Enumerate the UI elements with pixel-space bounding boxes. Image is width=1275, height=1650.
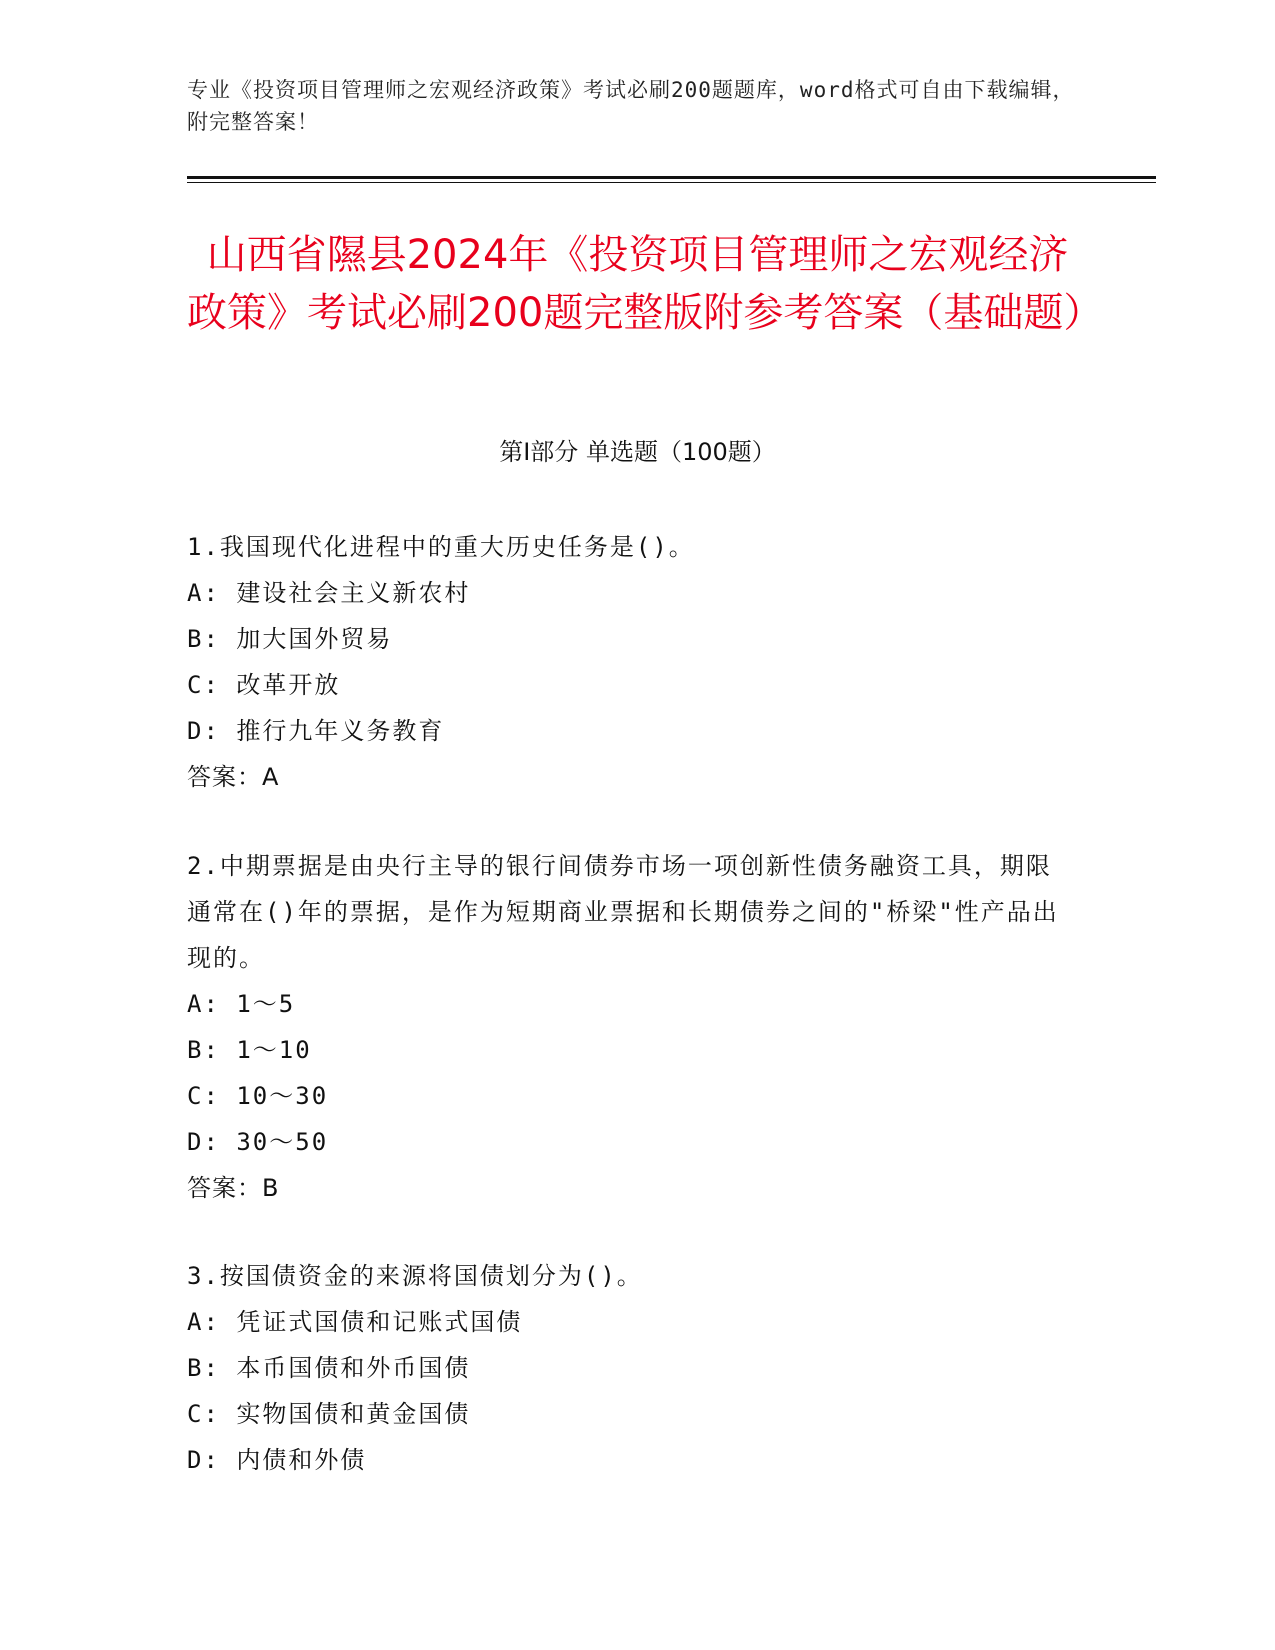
option-a: A: 凭证式国债和记账式国债 [187,1308,523,1336]
option-b: B: 1～10 [187,1036,312,1064]
header-divider [187,176,1156,179]
header-divider-thin [187,182,1156,183]
section-heading: 第I部分 单选题（100题） [499,438,776,466]
question-stem: 1.我国现代化进程中的重大历史任务是()。 [187,533,695,561]
option-a: A: 1～5 [187,990,296,1018]
option-a: A: 建设社会主义新农村 [187,579,471,607]
option-c: C: 实物国债和黄金国债 [187,1400,471,1428]
question-3 [187,1253,1077,1483]
document-title: 山西省隰县2024年《投资项目管理师之宏观经济政策》考试必刷200题完整版附参考答案（基础题） [187,232,1104,336]
option-d: D: 推行九年义务教育 [187,717,445,745]
option-c: C: 改革开放 [187,671,341,699]
question-stem: 2.中期票据是由央行主导的银行间债券市场一项创新性债务融资工具，期限通常在()年的票据，是作为短期商业票据和长期债券之间的"桥梁"性产品出现的。 [187,852,1059,972]
question-stem: 3.按国债资金的来源将国债划分为()。 [187,1262,643,1290]
answer-line: 答案：B [187,1174,280,1202]
option-d: D: 30～50 [187,1128,329,1156]
answer-line: 答案：A [187,763,280,791]
intro-text: 专业《投资项目管理师之宏观经济政策》考试必刷200题题库，word格式可自由下载编辑，附完整答案！ [187,78,1075,134]
option-b: B: 加大国外贸易 [187,625,393,653]
question-1 [187,524,1077,800]
option-c: C: 10～30 [187,1082,329,1110]
option-b: B: 本币国债和外币国债 [187,1354,471,1382]
option-d: D: 内债和外债 [187,1446,367,1474]
question-2 [187,843,1077,1211]
